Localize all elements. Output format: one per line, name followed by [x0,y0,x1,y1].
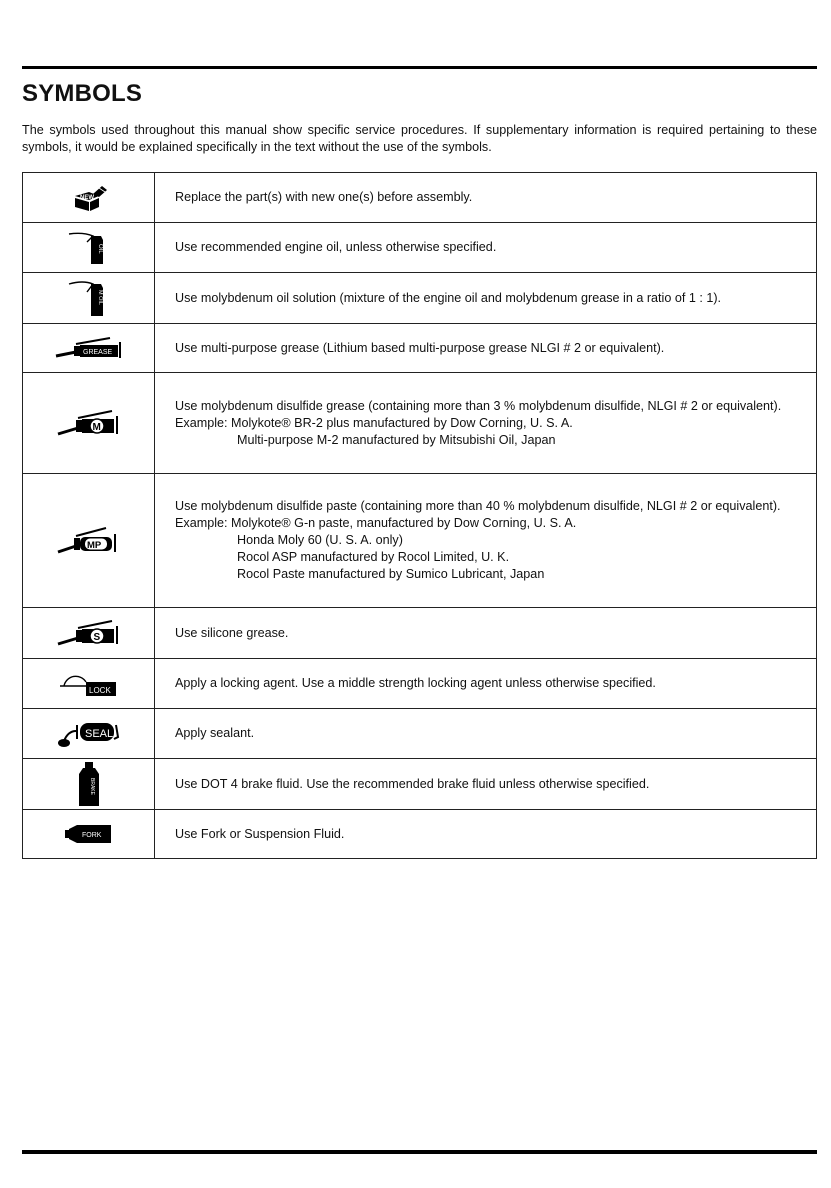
description-line: Honda Moly 60 (U. S. A. only) [237,533,403,547]
description-cell [155,223,817,273]
table-row [23,474,817,608]
description-cell [155,659,817,709]
svg-text:GREASE: GREASE [82,349,112,356]
table-row [23,709,817,759]
icon-cell [23,273,155,324]
icon-cell [23,659,155,709]
svg-text:M: M [92,422,101,433]
svg-text:M OIL: M OIL [96,290,103,305]
description-cell [155,709,817,759]
svg-text:LOCK: LOCK [88,685,111,695]
description-line: Example: Molykote® BR-2 plus manufactured by Dow Corning, U. S. A. [175,415,573,430]
icon-cell [23,810,155,859]
svg-text:FORK: FORK [81,832,101,839]
description-line: Apply a locking agent. Use a middle strength locking agent unless otherwise specified. [175,676,656,690]
description-cell [155,608,817,659]
silicone-grease-gun-icon [56,618,122,648]
svg-text:S: S [93,632,100,643]
table-row [23,173,817,223]
icon-cell [23,373,155,474]
top-rule [22,66,817,69]
description-line: Use multi-purpose grease (Lithium based multi-purpose grease NLGI # 2 or equivalent). [175,340,665,355]
table-row [23,273,817,324]
page-title: SYMBOLS [22,80,143,107]
moly-paste-gun-icon [56,526,122,556]
symbols-table [22,172,817,859]
description-cell [155,810,817,859]
table-row [23,810,817,859]
icon-cell [23,173,155,223]
table-row [23,608,817,659]
icon-cell [23,223,155,273]
icon-cell [23,324,155,373]
icon-cell [23,608,155,659]
description-cell [155,173,817,223]
description-cell [155,759,817,810]
locking-agent-icon [58,670,120,698]
description-line: Replace the part(s) with new one(s) before assembly. [175,190,473,204]
table-row [23,324,817,373]
icon-cell [23,759,155,810]
description-line: Rocol ASP manufactured by Rocol Limited, U. K. [237,550,510,564]
description-line: Rocol Paste manufactured by Sumico Lubricant, Japan [237,567,545,581]
sealant-tube-icon [56,719,122,749]
description-cell [155,324,817,373]
svg-text:OIL: OIL [96,243,103,254]
table-row [23,659,817,709]
fork-fluid-bottle-icon [65,823,113,845]
description-line: Example: Molykote® G-n paste, manufactured by Dow Corning, U. S. A. [175,516,577,530]
icon-cell [23,709,155,759]
grease-gun-icon [54,336,124,360]
svg-text:BRAKE: BRAKE [88,778,95,795]
engine-oil-can-icon [67,230,111,266]
description-line: Use molybdenum oil solution (mixture of the engine oil and molybdenum grease in a ratio of 1 : 1). [175,290,722,305]
description-cell [155,373,817,474]
moly-oil-can-icon [67,278,111,318]
table-row [23,759,817,810]
svg-text:NEW: NEW [79,194,94,201]
description-line: Use Fork or Suspension Fluid. [175,826,345,841]
description-line: Use silicone grease. [175,625,289,640]
table-row [23,373,817,474]
description-line: Apply sealant. [175,726,255,740]
description-cell [155,273,817,324]
description-line: Use recommended engine oil, unless otherwise specified. [175,240,497,254]
description-line: Use DOT 4 brake fluid. Use the recommended brake fluid unless otherwise specified. [175,776,650,791]
description-cell [155,474,817,608]
description-line: Multi-purpose M-2 manufactured by Mitsubishi Oil, Japan [237,432,556,447]
new-parts-box-icon [69,184,109,212]
icon-cell [23,474,155,608]
brake-fluid-bottle-icon [77,762,101,806]
svg-text:MP: MP [86,539,101,551]
table-row [23,223,817,273]
description-line: Use molybdenum disulfide paste (containing more than 40 % molybdenum disulfide, NLGI # 2 or equivalent). [175,499,781,513]
intro-paragraph: The symbols used throughout this manual show specific service procedures. If supplementary information is required pertaining to these symbols, it would be explained specifically in the text without the use of the symbols. [22,123,817,154]
svg-text:SEAL: SEAL [84,727,113,740]
bottom-rule [22,1150,817,1154]
moly-grease-gun-icon [56,408,122,438]
description-line: Use molybdenum disulfide grease (containing more than 3 % molybdenum disulfide, NLGI # 2 or equivalent). [175,398,782,413]
